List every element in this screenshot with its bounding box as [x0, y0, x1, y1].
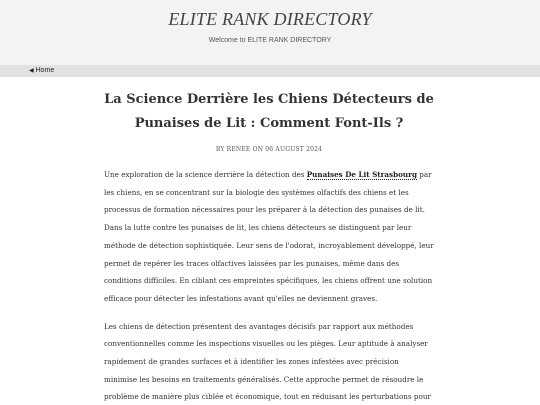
nav-bar	[0, 65, 540, 77]
article	[104, 88, 434, 405]
site-tagline: Welcome to ELITE RANK DIRECTORY	[208, 37, 332, 44]
nav-home-link[interactable]	[29, 66, 54, 76]
left-triangle-icon: ◀	[29, 68, 34, 74]
paragraph-text-after-link: par les chiens, en se concentrant sur la biologie des systèmes olfactifs des chiens et les processus de formation nécessaires pour les préparer à la détection des punaises de lit. Dans la lutte contre les punaises de lit, les chiens détecteurs se distinguent par leur méthode de détection sophistiquée. Leur sens de l'odorat, incroyablement développé, leur permet de repérer les traces olfactives laissées par les punaises, même dans des conditions difficiles. En ciblant ces empreintes spécifiques, les chiens offrent une solution efficace pour détecter les infestations avant qu'elles ne deviennent graves.	[104, 170, 434, 303]
site-title-link[interactable]: ELITE RANK DIRECTORY	[168, 9, 372, 29]
post-meta: BY RENEE ON 06 AUGUST 2024	[215, 146, 323, 153]
post-paragraph: Les chiens de détection présentent des avantages décisifs par rapport aux méthodes conventionnelles comme les inspections visuelles ou les pièges. Leur aptitude à analyser rapidement de grandes surfaces et à identifier les zones infestées avec précision minimise les besoins en traitements généralisés. Cette approche permet de résoudre le problème de manière plus ciblée et économique, tout en réduisant les perturbations pour	[104, 321, 431, 402]
nav-home-label: Home	[35, 67, 55, 74]
site-header	[0, 0, 540, 65]
post-body	[104, 166, 434, 405]
punaises-strasbourg-link[interactable]: Punaises De Lit Strasbourg	[306, 170, 417, 179]
paragraph-text-before-link: Une exploration de la science derrière la détection des	[104, 170, 307, 179]
post-paragraph	[104, 166, 434, 308]
post-title: La Science Derrière les Chiens Détecteurs de Punaises de Lit : Comment Font-Ils ?	[104, 92, 434, 131]
